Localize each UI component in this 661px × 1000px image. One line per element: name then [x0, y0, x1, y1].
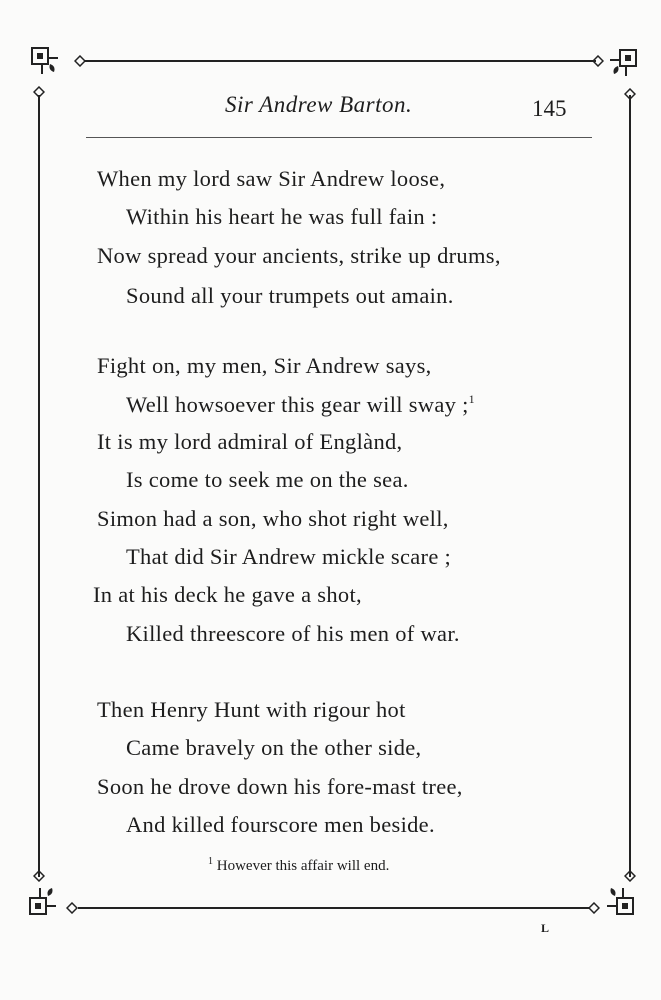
- poem-line: And killed fourscore men beside.: [126, 812, 435, 837]
- poem-line: Soon he drove down his fore-mast tree,: [97, 774, 463, 799]
- poem-line: Killed threescore of his men of war.: [126, 621, 460, 646]
- poem-line: Fight on, my men, Sir Andrew says,: [97, 353, 432, 378]
- poem-line: It is my lord admiral of Englànd,: [97, 429, 403, 454]
- running-head-title: Sir Andrew Barton.: [225, 92, 413, 117]
- poem-line: In at his deck he gave a shot,: [93, 582, 362, 607]
- signature-mark: L: [541, 921, 550, 935]
- poem-line: Well howsoever this gear will sway ;$^1$: [126, 392, 475, 417]
- poem-line: That did Sir Andrew mickle scare ;: [126, 544, 452, 569]
- poem-line: Is come to seek me on the sea.: [126, 467, 409, 492]
- footnote: [208, 856, 389, 875]
- poem-line: Now spread your ancients, strike up drums,: [97, 243, 501, 268]
- poem-line: Sound all your trumpets out amain.: [126, 283, 454, 308]
- footnote-number: 1: [208, 856, 213, 867]
- footnote-marker: 1: [468, 392, 475, 406]
- poem-line: When my lord saw Sir Andrew loose,: [97, 166, 446, 191]
- poem-line: Simon had a son, who shot right well,: [97, 506, 449, 531]
- poem-line: Came bravely on the other side,: [126, 735, 422, 760]
- poem-line: Within his heart he was full fain :: [126, 204, 438, 229]
- poem-line: Then Henry Hunt with rigour hot: [97, 697, 406, 722]
- footnote-text: However this affair will end.: [216, 858, 390, 874]
- page-number: 145: [532, 96, 567, 121]
